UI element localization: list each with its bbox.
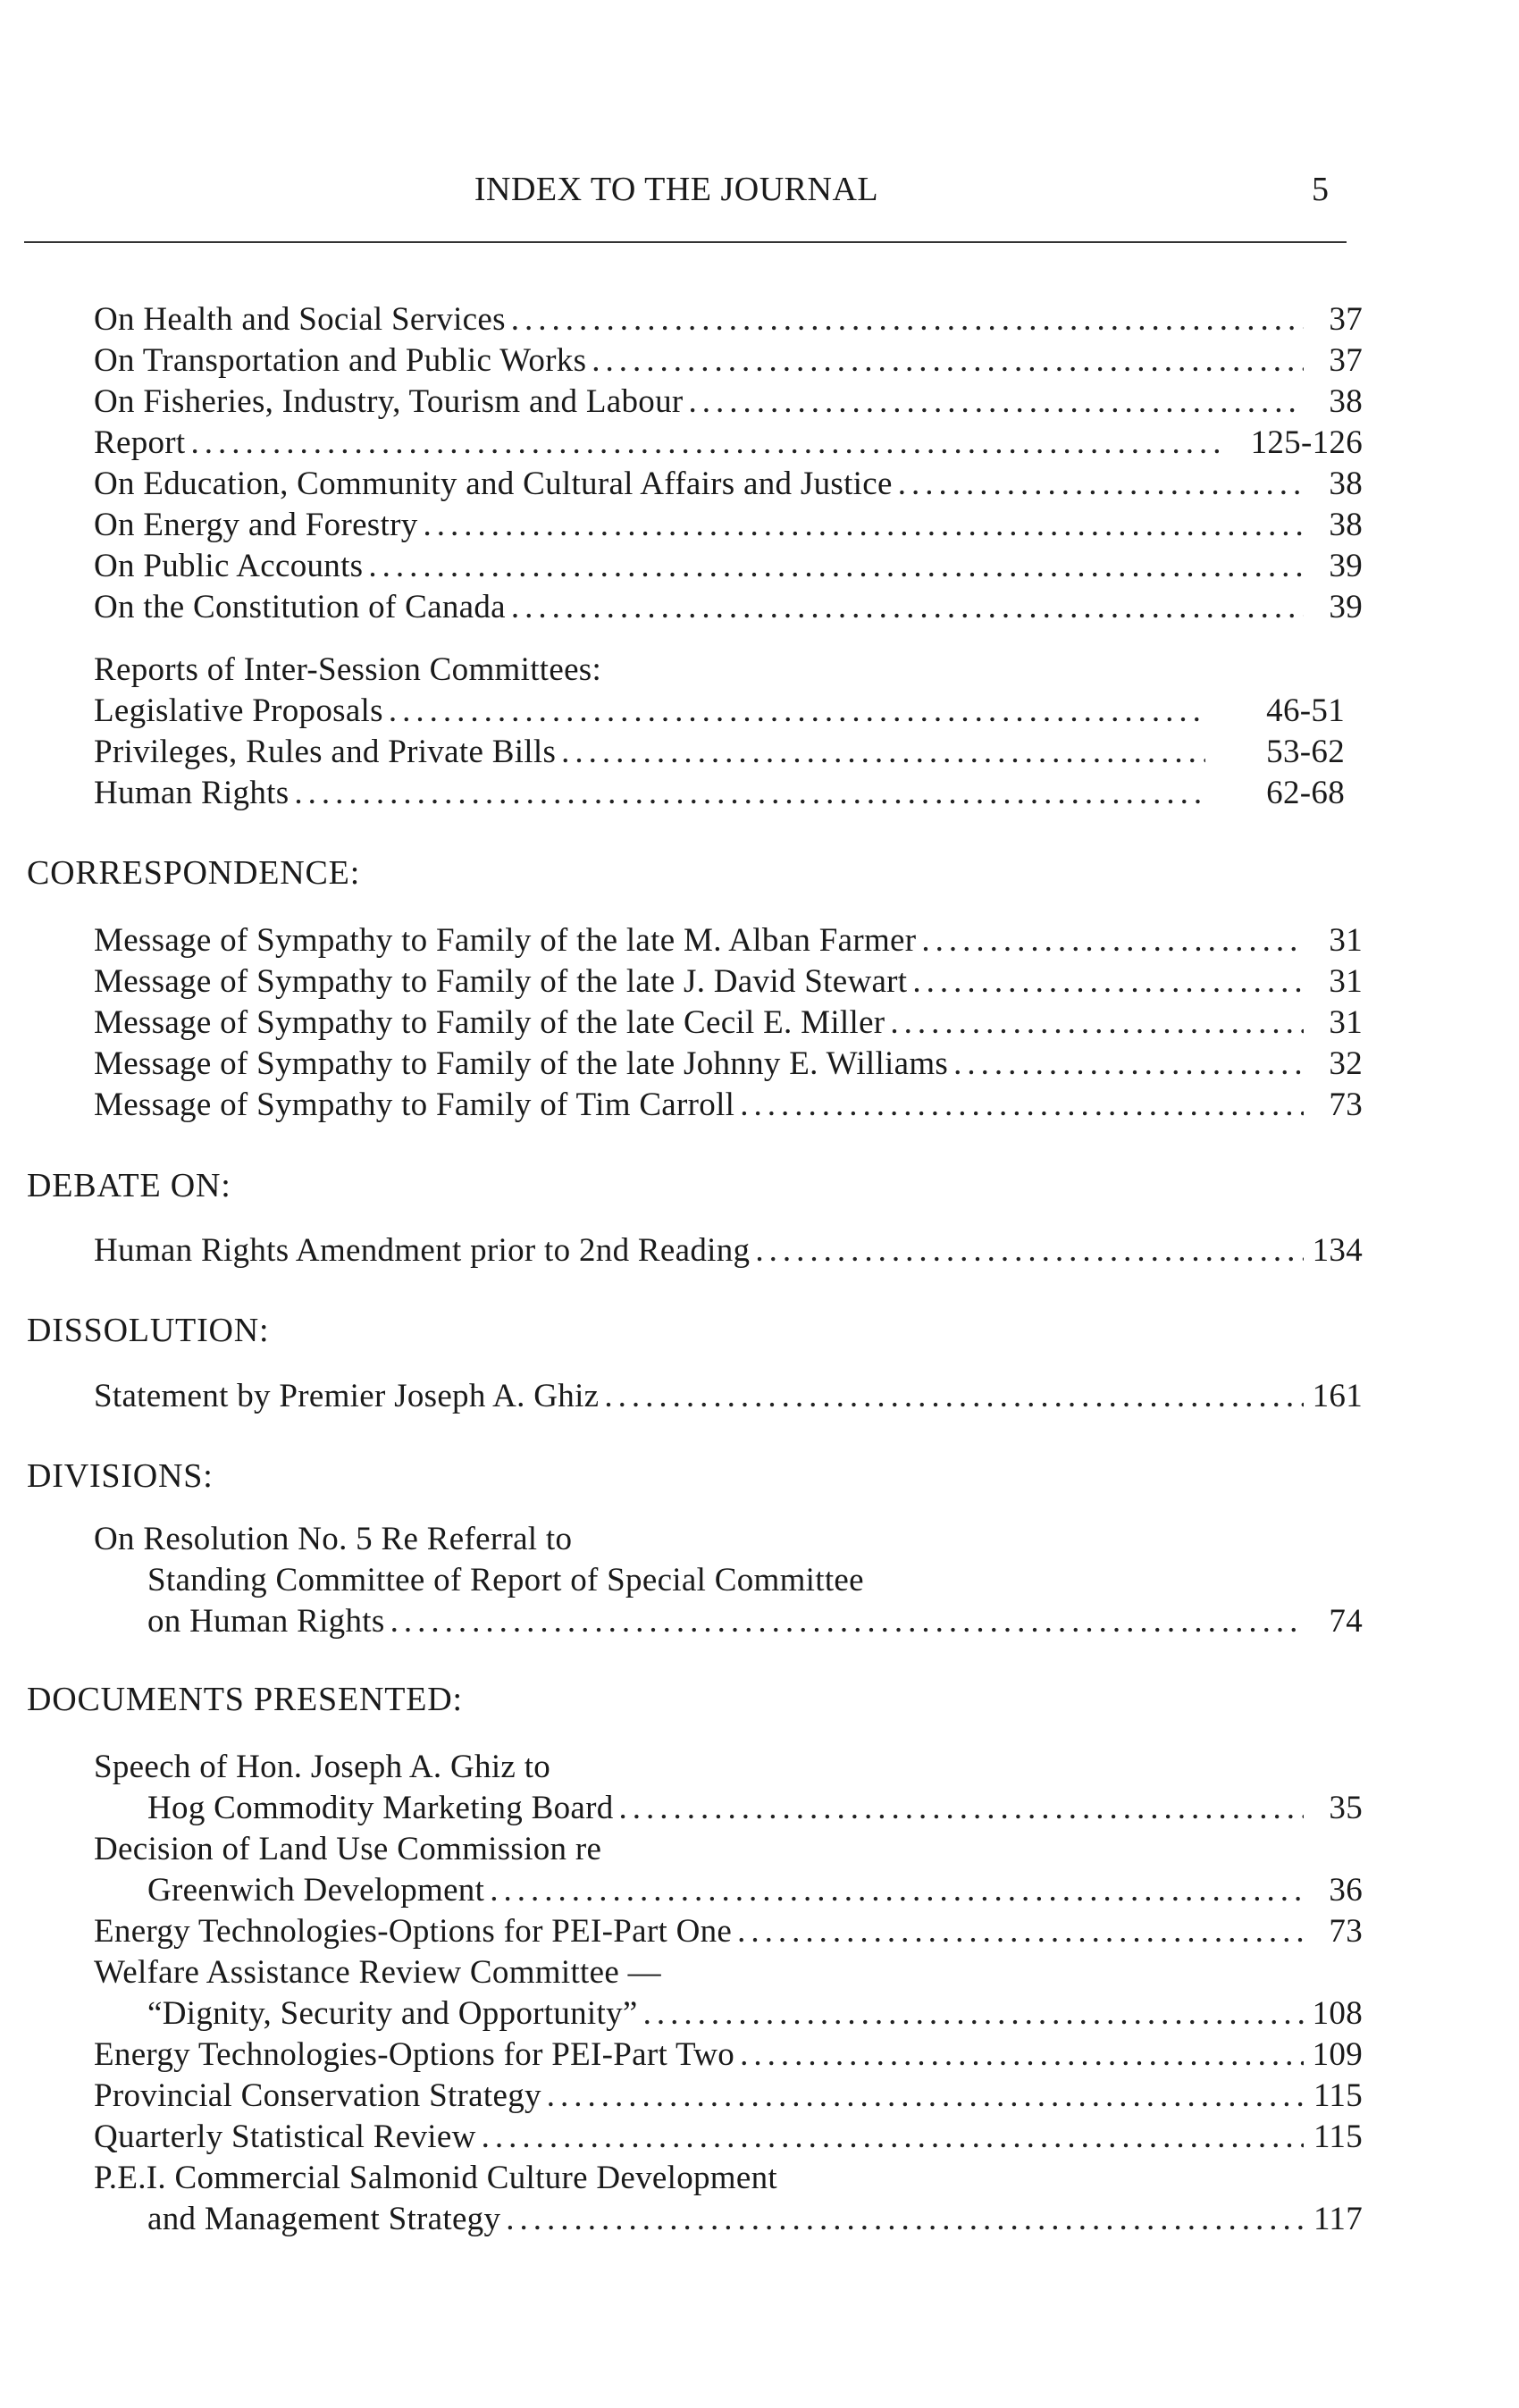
- entry-page: 36: [1329, 1872, 1363, 1909]
- entry-page: 108: [1312, 1995, 1363, 2032]
- entry-page: 134: [1312, 1232, 1363, 1269]
- division-text-line: Standing Committee of Report of Special Committee: [147, 1562, 864, 1598]
- index-entry: [94, 340, 1363, 382]
- leader-dots: [912, 961, 1304, 1003]
- entry-label: Message of Sympathy to Family of Tim Carroll: [94, 1087, 735, 1123]
- leader-dots: [921, 920, 1304, 961]
- entry-label: On Public Accounts: [94, 548, 364, 584]
- entry-label: and Management Strategy: [147, 2201, 501, 2237]
- subsection-heading: Reports of Inter-Session Committees:: [94, 651, 602, 688]
- leader-dots: [389, 691, 1205, 732]
- entry-page: 31: [1329, 1004, 1363, 1041]
- section-heading-debate: DEBATE ON:: [27, 1167, 231, 1204]
- index-entry: [147, 1788, 1363, 1829]
- entry-page: 117: [1313, 2201, 1363, 2237]
- leader-dots: [511, 299, 1304, 340]
- entry-page: 125-126: [1250, 424, 1363, 461]
- entry-label: Message of Sympathy to Family of the late Cecil E. Miller: [94, 1004, 885, 1041]
- index-entry: [147, 2199, 1363, 2240]
- page-header: [24, 170, 1329, 223]
- section-heading-dissolution: DISSOLUTION:: [27, 1312, 270, 1349]
- entry-page: 115: [1313, 2077, 1363, 2114]
- entry-page: 115: [1313, 2119, 1363, 2155]
- section-heading-divisions: DIVISIONS:: [27, 1457, 214, 1495]
- leader-dots: [424, 505, 1305, 546]
- entry-label: Greenwich Development: [147, 1872, 485, 1909]
- document-text-line: Decision of Land Use Commission re: [94, 1831, 602, 1867]
- index-entry: [94, 546, 1363, 587]
- index-entry: [94, 382, 1363, 423]
- entry-label: Energy Technologies-Options for PEI-Part Two: [94, 2036, 735, 2073]
- entry-label: Energy Technologies-Options for PEI-Part One: [94, 1913, 733, 1950]
- entry-page: 53-62: [1266, 734, 1345, 770]
- leader-dots: [643, 1993, 1304, 2035]
- entry-label: Message of Sympathy to Family of the late J. David Stewart: [94, 963, 908, 1000]
- document-text-line: Welfare Assistance Review Committee —: [94, 1954, 661, 1991]
- leader-dots: [506, 2199, 1304, 2240]
- entry-page: 35: [1329, 1790, 1363, 1826]
- entry-page: 39: [1329, 589, 1363, 625]
- leader-dots: [953, 1044, 1304, 1085]
- entry-page: 31: [1329, 963, 1363, 1000]
- index-entry: [94, 299, 1363, 340]
- index-entry: [94, 2076, 1363, 2117]
- leader-dots: [755, 1230, 1304, 1271]
- entry-label: Quarterly Statistical Review: [94, 2119, 476, 2155]
- index-entry: [94, 1230, 1363, 1271]
- header-rule: [24, 241, 1347, 243]
- entry-page: 38: [1329, 466, 1363, 502]
- entry-page: 37: [1329, 342, 1363, 379]
- entry-label: Statement by Premier Joseph A. Ghiz: [94, 1378, 600, 1414]
- leader-dots: [740, 2035, 1304, 2076]
- entry-page: 38: [1329, 383, 1363, 420]
- entry-label: On Transportation and Public Works: [94, 342, 587, 379]
- leader-dots: [368, 546, 1304, 587]
- entry-page: 161: [1312, 1378, 1363, 1414]
- leader-dots: [592, 340, 1304, 382]
- page-number: 5: [1312, 171, 1329, 208]
- leader-dots: [604, 1376, 1304, 1417]
- entry-page: 32: [1329, 1045, 1363, 1082]
- entry-page: 37: [1329, 301, 1363, 338]
- entry-label: On Energy and Forestry: [94, 507, 418, 543]
- entry-label: Human Rights: [94, 775, 290, 811]
- index-entry: [94, 1911, 1363, 1952]
- entry-label: Legislative Proposals: [94, 692, 383, 729]
- index-entry: [147, 1993, 1363, 2035]
- entry-page: 74: [1329, 1603, 1363, 1640]
- index-entry: [94, 920, 1363, 961]
- leader-dots: [737, 1911, 1304, 1952]
- entry-label: On Education, Community and Cultural Affairs and Justice: [94, 466, 893, 502]
- entry-label: Message of Sympathy to Family of the late M. Alban Farmer: [94, 922, 917, 959]
- entry-label: Hog Commodity Marketing Board: [147, 1790, 614, 1826]
- entry-page: 31: [1329, 922, 1363, 959]
- leader-dots: [511, 587, 1304, 628]
- section-heading-documents: DOCUMENTS PRESENTED:: [27, 1681, 463, 1718]
- entry-page: 39: [1329, 548, 1363, 584]
- leader-dots: [482, 2117, 1304, 2158]
- index-entry: [94, 691, 1345, 732]
- leader-dots: [898, 464, 1304, 505]
- entry-label: On Health and Social Services: [94, 301, 506, 338]
- index-entry: [94, 587, 1363, 628]
- leader-dots: [547, 2076, 1304, 2117]
- index-entry: [94, 423, 1363, 464]
- index-entry: [147, 1601, 1363, 1642]
- entry-page: 73: [1329, 1913, 1363, 1950]
- section-heading-correspondence: CORRESPONDENCE:: [27, 854, 361, 892]
- leader-dots: [191, 423, 1223, 464]
- entry-label: “Dignity, Security and Opportunity”: [147, 1995, 638, 2032]
- entry-label: Provincial Conservation Strategy: [94, 2077, 541, 2114]
- index-entry: [94, 1376, 1363, 1417]
- index-entry: [94, 2117, 1363, 2158]
- entry-page: 46-51: [1266, 692, 1345, 729]
- index-entry: [94, 505, 1363, 546]
- page-title: INDEX TO THE JOURNAL: [474, 171, 879, 208]
- entry-page: 38: [1329, 507, 1363, 543]
- leader-dots: [561, 732, 1205, 773]
- division-text-line: On Resolution No. 5 Re Referral to: [94, 1521, 573, 1557]
- entry-page: 109: [1312, 2036, 1363, 2073]
- entry-page: 73: [1329, 1087, 1363, 1123]
- index-entry: [94, 773, 1345, 814]
- leader-dots: [740, 1085, 1304, 1126]
- document-text-line: Speech of Hon. Joseph A. Ghiz to: [94, 1749, 551, 1785]
- entry-label: on Human Rights: [147, 1603, 385, 1640]
- entry-label: Message of Sympathy to Family of the late Johnny E. Williams: [94, 1045, 949, 1082]
- index-entry: [94, 464, 1363, 505]
- index-entry: [94, 2035, 1363, 2076]
- index-entry: [94, 1044, 1363, 1085]
- entry-label: Human Rights Amendment prior to 2nd Reading: [94, 1232, 751, 1269]
- leader-dots: [390, 1601, 1304, 1642]
- document-text-line: P.E.I. Commercial Salmonid Culture Development: [94, 2160, 777, 2196]
- index-entry: [94, 1085, 1363, 1126]
- leader-dots: [890, 1003, 1304, 1044]
- entry-label: Report: [94, 424, 186, 461]
- leader-dots: [294, 773, 1205, 814]
- leader-dots: [619, 1788, 1304, 1829]
- index-entry: [94, 732, 1345, 773]
- index-entry: [94, 1003, 1363, 1044]
- index-entry: [147, 1870, 1363, 1911]
- index-entry: [94, 961, 1363, 1003]
- entry-label: On the Constitution of Canada: [94, 589, 506, 625]
- entry-page: 62-68: [1266, 775, 1345, 811]
- entry-label: On Fisheries, Industry, Tourism and Labour: [94, 383, 684, 420]
- leader-dots: [490, 1870, 1304, 1911]
- leader-dots: [689, 382, 1305, 423]
- entry-label: Privileges, Rules and Private Bills: [94, 734, 557, 770]
